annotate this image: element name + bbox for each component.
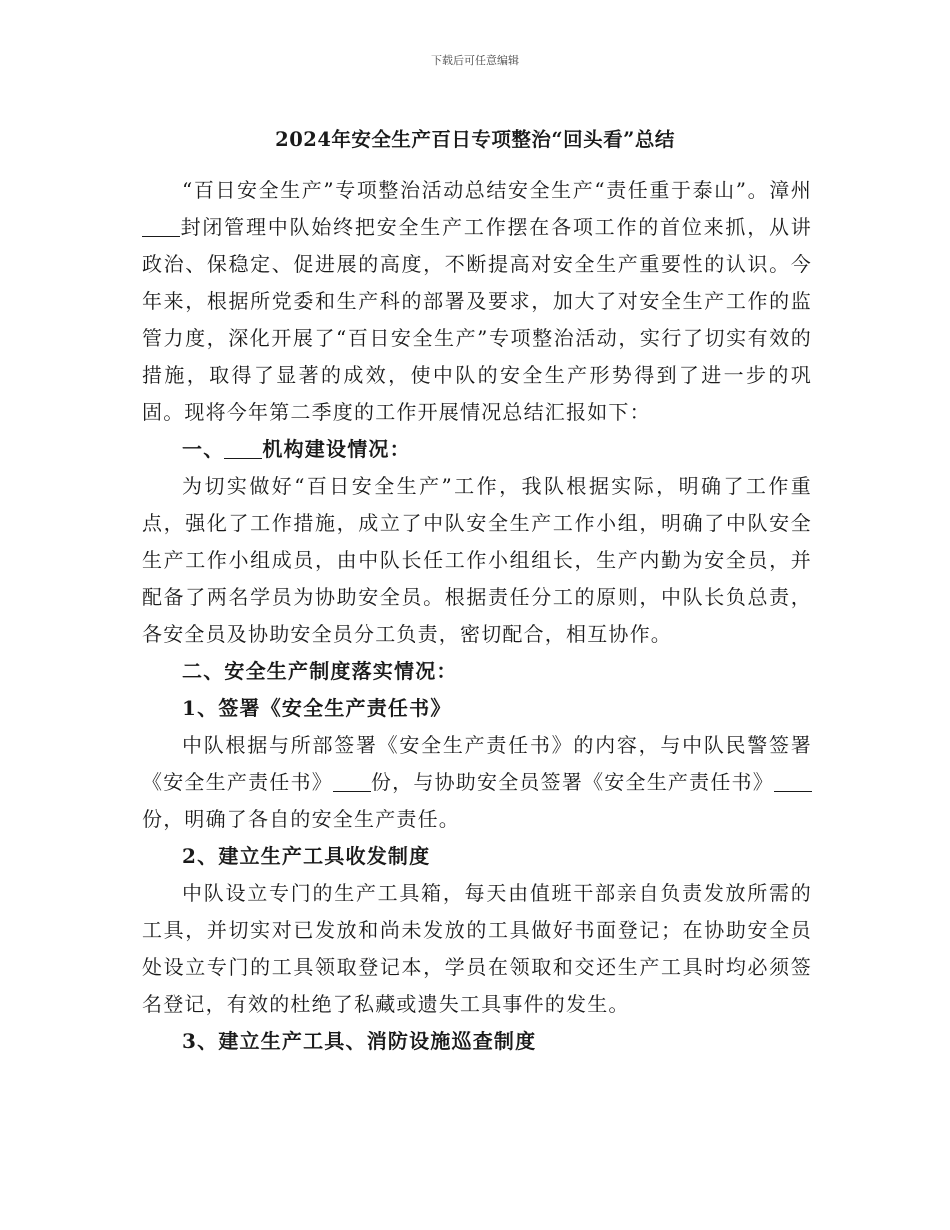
intro-paragraph	[142, 172, 812, 431]
item-1-heading: 1、签署《安全生产责任书》	[182, 696, 452, 720]
intro-text-1: “百日安全生产”专项整治活动总结安全生产“责任重于泰山”。漳州	[182, 178, 812, 202]
document-body	[142, 172, 812, 1060]
fill-in-blank	[774, 771, 812, 792]
section-1-heading	[142, 431, 812, 468]
item-1-paragraph	[142, 727, 812, 838]
item-2-heading: 2、建立生产工具收发制度	[182, 844, 431, 868]
fill-in-blank	[333, 771, 371, 792]
fill-in-blank	[142, 216, 180, 237]
document-title: 2024年安全生产百日专项整治“回头看”总结	[275, 128, 675, 151]
header-note: 下载后可任意编辑	[431, 54, 519, 67]
section-1-prefix: 一、	[182, 437, 225, 461]
section-2-heading: 二、安全生产制度落实情况：	[182, 659, 458, 683]
section-1-paragraph: 为切实做好“百日安全生产”工作，我队根据实际，明确了工作重点，强化了工作措施，成立了中队安全生产工作小组，明确了中队安全生产工作小组成员，由中队长任工作小组组长，生产内勤为安全员，并配备了两名学员为协助安全员。根据责任分工的原则，中队长负总责，各安全员及协助安全员分工负责，密切配合，相互协作。	[142, 474, 812, 646]
item-1-text-1: 中队根据与所部签署《安全生产责任书》的内容，与中队民警签署《安全生产责任书》	[142, 733, 812, 794]
item-1-text-3: 份，明确了各自的安全生产责任。	[142, 807, 460, 831]
fill-in-blank	[224, 438, 262, 459]
item-2-paragraph: 中队设立专门的生产工具箱，每天由值班干部亲自负责发放所需的工具，并切实对已发放和尚未发放的工具做好书面登记；在协助安全员处设立专门的工具领取登记本，学员在领取和交还生产工具时均必须签名登记，有效的杜绝了私藏或遗失工具事件的发生。	[142, 881, 812, 1016]
section-1-heading-text: 机构建设情况：	[262, 437, 411, 461]
item-1-text-2: 份，与协助安全员签署《安全生产责任书》	[370, 770, 774, 794]
intro-text-2: 封闭管理中队始终把安全生产工作摆在各项工作的首位来抓，从讲政治、保稳定、促进展的高度，不断提高对安全生产重要性的认识。今年来，根据所党委和生产科的部署及要求，加大了对安全生产工作的监管力度，深化开展了“百日安全生产”专项整治活动，实行了切实有效的措施，取得了显著的成效，使中队的安全生产形势得到了进一步的巩固。现将今年第二季度的工作开展情况总结汇报如下：	[142, 215, 812, 424]
item-3-heading: 3、建立生产工具、消防设施巡查制度	[182, 1029, 537, 1053]
